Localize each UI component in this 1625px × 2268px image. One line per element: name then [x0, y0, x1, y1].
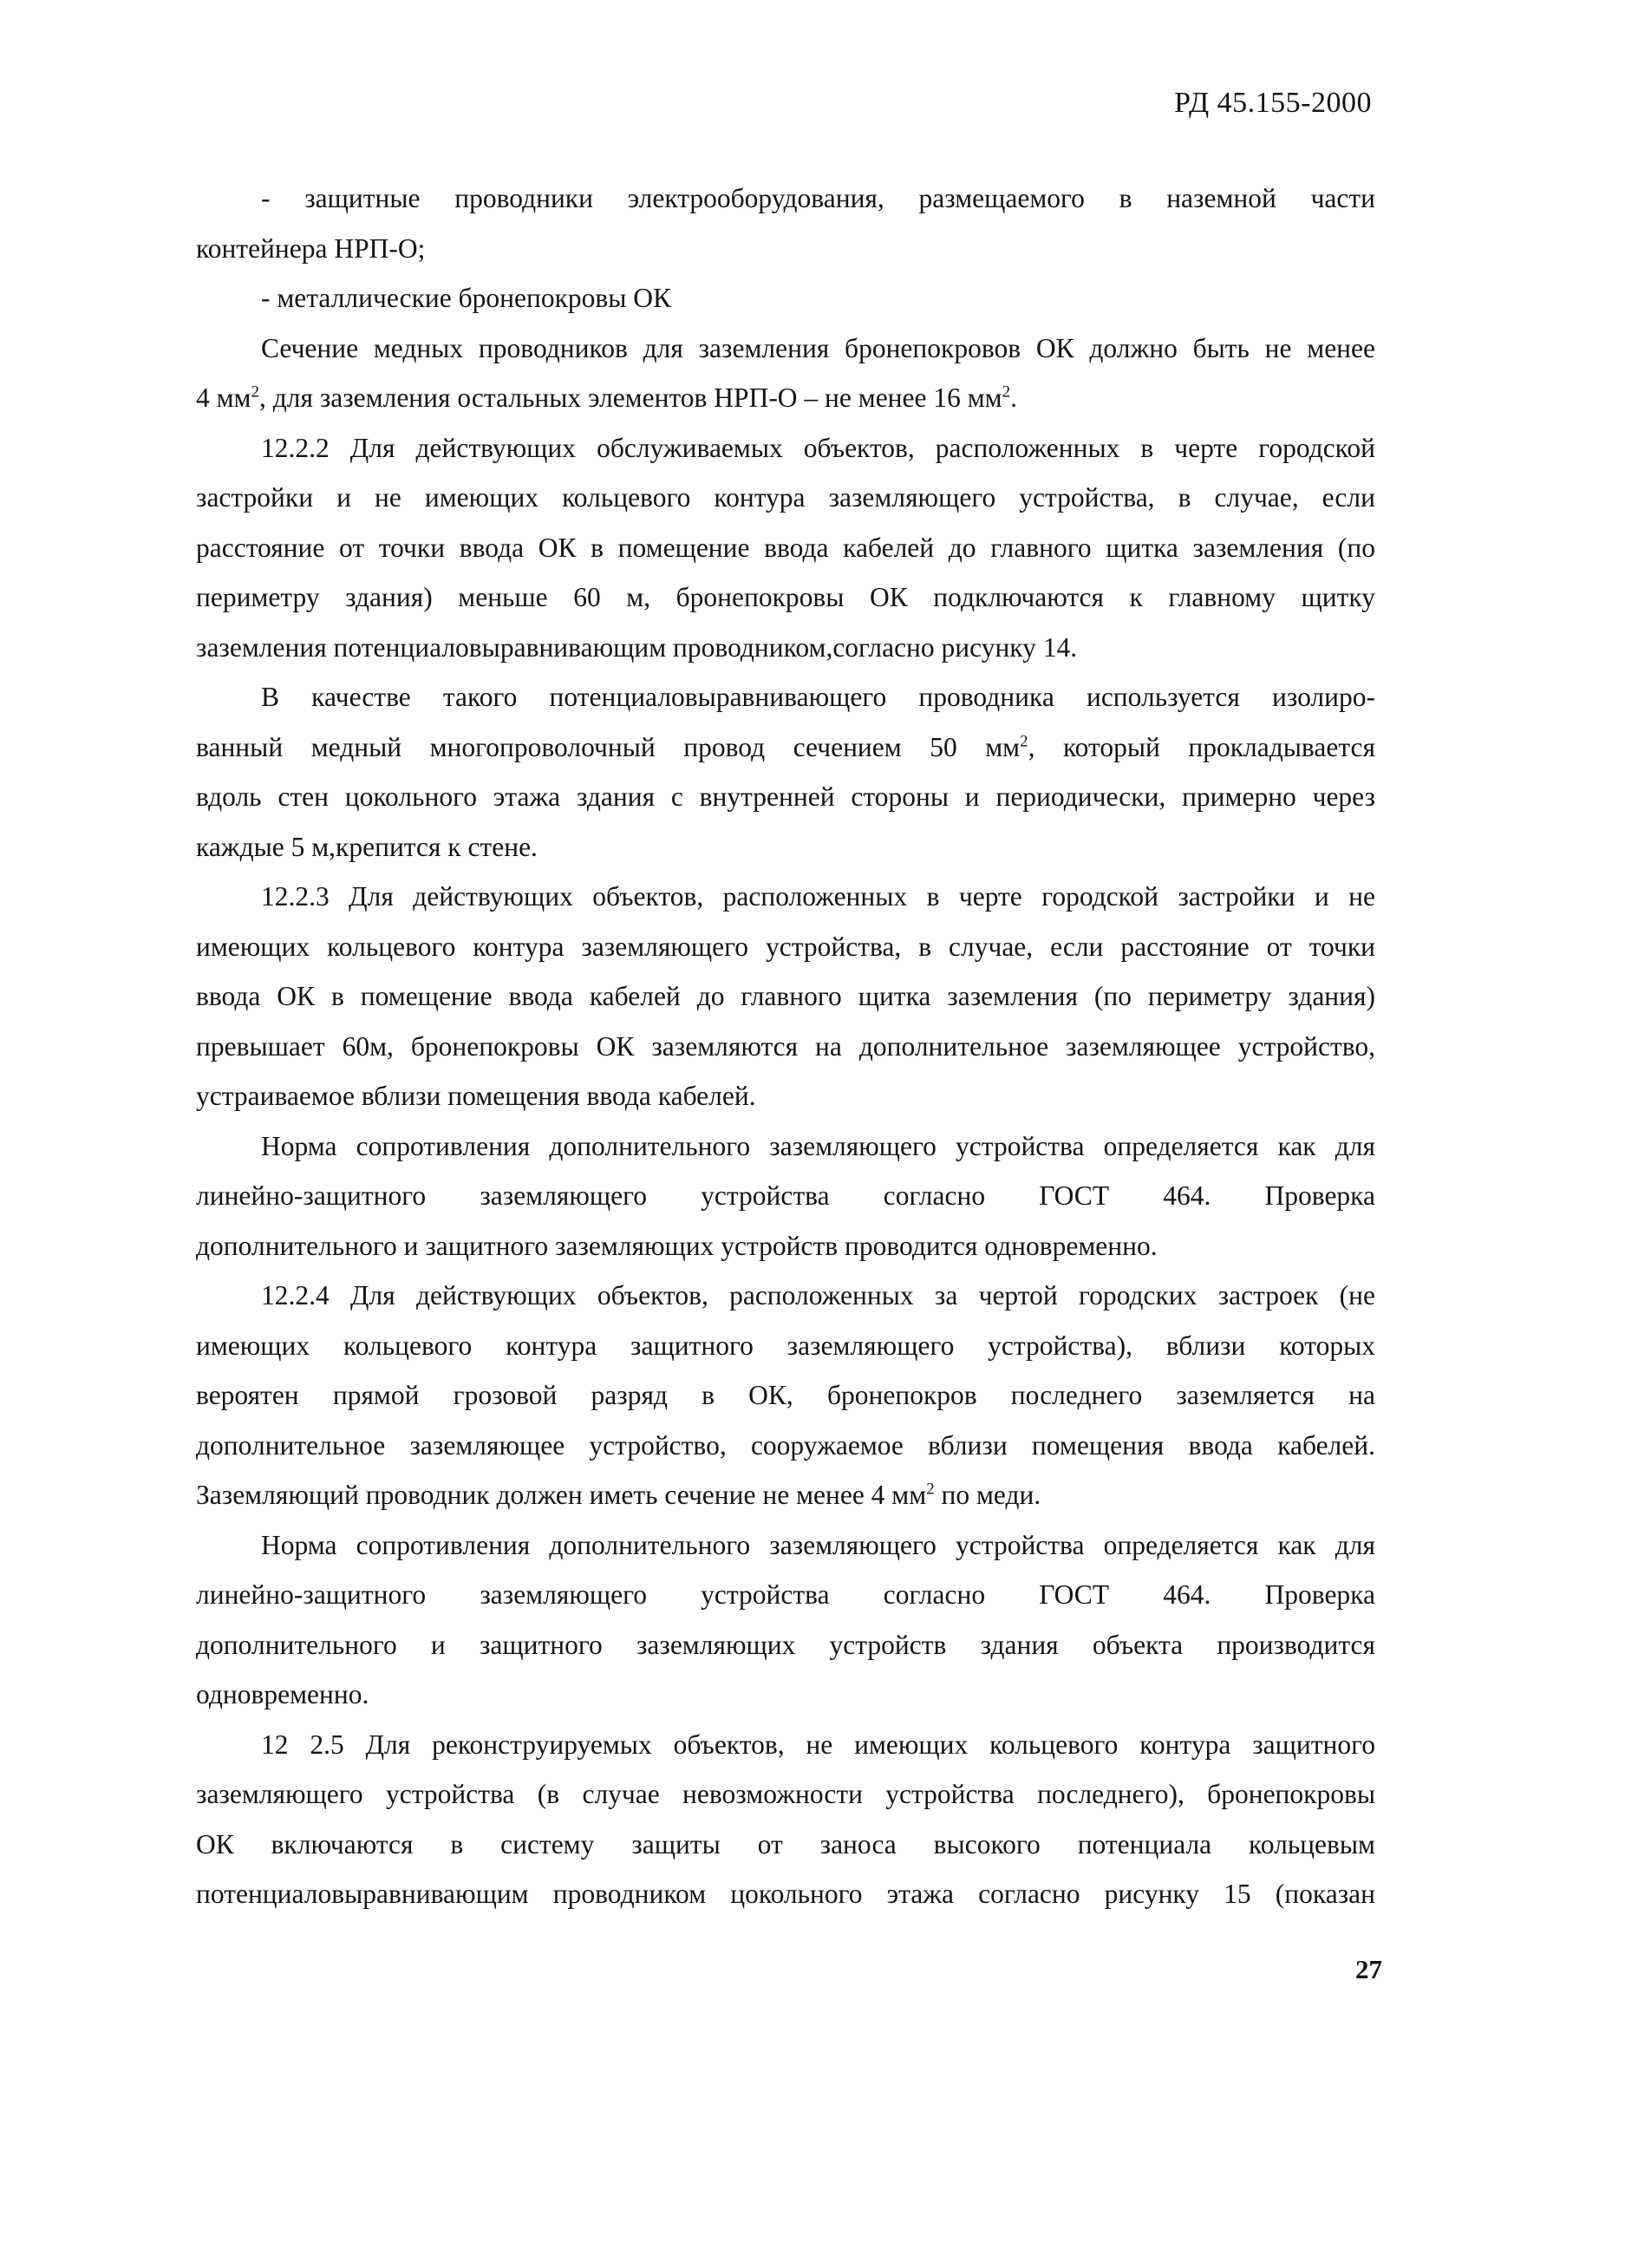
text-line: 12.2.2 Для действующих обслуживаемых объектов, расположенных в черте городской: [261, 432, 1375, 463]
text-segment: по меди.: [934, 1480, 1041, 1510]
text-line: потенциаловыравнивающим проводником цокольного этажа согласно рисунку 15 (показан: [196, 1879, 1375, 1909]
text-line: ввода ОК в помещение ввода кабелей до главного щитка заземления (по периметру здания): [196, 981, 1375, 1011]
text-segment: , для заземления остальных элементов НРП-О – не менее 16 мм: [258, 382, 1002, 413]
text-line: вдоль стен цокольного этажа здания с внутренней стороны и периодически, примерно через: [196, 781, 1375, 812]
text-segment: , который прокладывается: [1028, 731, 1375, 762]
paragraph-12-2-3: [196, 872, 1375, 1121]
text-line: линейно-защитного заземляющего устройства согласно ГОСТ 464. Проверка: [196, 1180, 1375, 1211]
paragraph-12-2-5: [196, 1720, 1375, 1919]
text-line: вероятен прямой грозовой разряд в ОК, бронепокров последнего заземляется на: [196, 1380, 1375, 1410]
text-line: контейнера НРП-О;: [196, 232, 426, 264]
paragraph-12-2-4: [196, 1271, 1375, 1520]
text-line: каждые 5 м,крепится к стене.: [196, 831, 538, 862]
text-line: дополнительного и защитного заземляющих устройств здания объекта производится: [196, 1629, 1375, 1660]
text-line: [196, 1470, 1375, 1520]
document-code-header: РД 45.155-2000: [1174, 87, 1372, 119]
paragraph-copper-section: [196, 324, 1375, 423]
text-line: 12.2.4 Для действующих объектов, расположенных за чертой городских застроек (не: [261, 1280, 1375, 1310]
text-segment: 4 мм: [196, 382, 251, 413]
text-line: периметру здания) меньше 60 м, бронепокровы ОК подключаются к главному щитку: [196, 582, 1375, 612]
text-line: расстояние от точки ввода ОК в помещение ввода кабелей до главного щитка заземления (по: [196, 532, 1375, 563]
text-segment: Заземляющий проводник должен иметь сечение не менее 4 мм: [196, 1480, 927, 1510]
document-body: [196, 173, 1375, 1919]
text-line: дополнительного и защитного заземляющих устройств проводится одновременно.: [196, 1230, 1158, 1261]
text-line: В качестве такого потенциаловыравнивающего проводника используется изолиро-: [261, 682, 1375, 712]
text-line: Норма сопротивления дополнительного заземляющего устройства определяется как для: [261, 1529, 1375, 1560]
text-segment: ванный медный многопроволочный провод сечением 50 мм: [196, 731, 1021, 762]
superscript: 2: [926, 1480, 935, 1499]
paragraph-resistance-norm-1: [196, 1121, 1375, 1271]
text-line: имеющих кольцевого контура защитного заземляющего устройства), вблизи которых: [196, 1330, 1375, 1361]
page-number: 27: [1355, 1954, 1382, 1984]
text-line: - металлические бронепокровы ОК: [261, 283, 672, 313]
paragraph-armor-covers: [196, 273, 1375, 324]
text-line: Норма сопротивления дополнительного заземляющего устройства определяется как для: [261, 1130, 1375, 1161]
paragraph-protective-conductors: [196, 173, 1375, 273]
text-line: устраиваемое вблизи помещения ввода кабелей.: [196, 1081, 756, 1111]
superscript: 2: [1020, 732, 1028, 750]
text-line: [196, 373, 1375, 423]
text-line: ОК включаются в систему защиты от заноса высокого потенциала кольцевым: [196, 1828, 1375, 1859]
text-line: дополнительное заземляющее устройство, сооружаемое вблизи помещения ввода кабелей.: [196, 1429, 1375, 1461]
paragraph-12-2-2: [196, 423, 1375, 673]
text-line: Сечение медных проводников для заземления бронепокровов ОК должно быть не менее: [261, 332, 1375, 363]
paragraph-resistance-norm-2: [196, 1520, 1375, 1720]
text-line: заземляющего устройства (в случае невозможности устройства последнего), бронепокровы: [196, 1779, 1375, 1809]
text-line: [196, 722, 1375, 773]
text-line: - защитные проводники электрооборудования, размещаемого в наземной части: [261, 183, 1375, 213]
text-segment: .: [1010, 382, 1017, 413]
text-line: линейно-защитного заземляющего устройства согласно ГОСТ 464. Проверка: [196, 1579, 1375, 1610]
text-line: заземления потенциаловыравнивающим проводником,согласно рисунку 14.: [196, 631, 1078, 663]
text-line: 12.2.3 Для действующих объектов, расположенных в черте городской застройки и не: [261, 881, 1375, 912]
text-line: 12 2.5 Для реконструируемых объектов, не имеющих кольцевого контура защитного: [261, 1729, 1375, 1760]
text-line: одновременно.: [196, 1679, 369, 1709]
text-line: превышает 60м, бронепокровы ОК заземляются на дополнительное заземляющее устройство,: [196, 1030, 1375, 1062]
superscript: 2: [251, 382, 259, 402]
text-line: имеющих кольцевого контура заземляющего устройства, в случае, если расстояние от точки: [196, 931, 1375, 962]
superscript: 2: [1002, 382, 1011, 402]
paragraph-equalizing-conductor: [196, 672, 1375, 872]
text-line: застройки и не имеющих кольцевого контура заземляющего устройства, в случае, если: [196, 482, 1375, 513]
